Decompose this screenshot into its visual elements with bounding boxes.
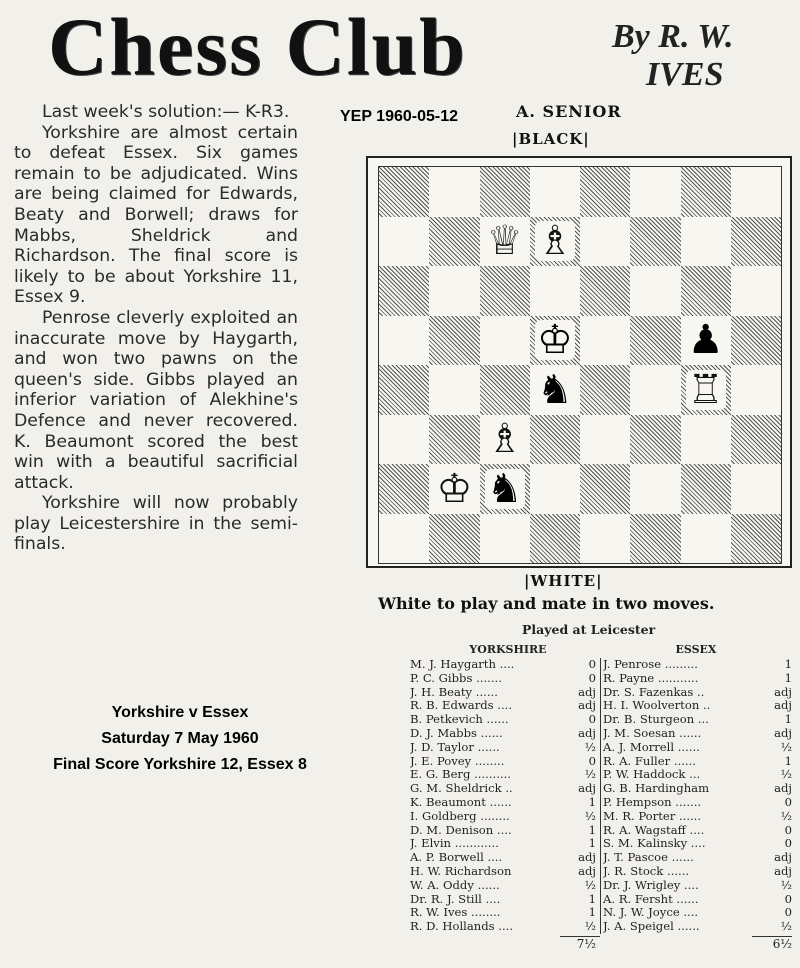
- square-b8: [429, 167, 479, 217]
- home-player-cell: [410, 824, 600, 838]
- away-player-score: 1: [784, 712, 792, 727]
- square-f3: [630, 415, 680, 465]
- problem-title: A. SENIOR: [516, 102, 622, 121]
- square-f7: [630, 217, 680, 267]
- square-h3: [731, 415, 781, 465]
- square-e1: [580, 514, 630, 564]
- home-player-name: E. G. Berg ..........: [410, 768, 511, 782]
- away-player-cell: [600, 686, 792, 700]
- square-f5: [630, 316, 680, 366]
- home-player-score: adj: [578, 863, 596, 878]
- table-row: [410, 865, 792, 879]
- white-piece-b2: ♔: [436, 465, 473, 512]
- home-player-score: 0: [588, 753, 596, 768]
- home-player-score: adj: [578, 725, 596, 740]
- away-team-header: ESSEX: [675, 643, 717, 656]
- home-player-cell: [410, 851, 600, 865]
- home-total: 7½: [560, 936, 600, 951]
- away-player-score: adj: [774, 863, 792, 878]
- square-b3: [429, 415, 479, 465]
- away-player-score: adj: [774, 781, 792, 796]
- away-player-name: R. Payne ...........: [603, 671, 699, 685]
- square-e5: [580, 316, 630, 366]
- home-player-score: adj: [578, 850, 596, 865]
- away-player-name: Dr. S. Fazenkas ..: [603, 685, 705, 699]
- home-player-name: K. Beaumont ......: [410, 795, 512, 809]
- square-a3: [379, 415, 429, 465]
- away-player-name: A. J. Morrell ......: [603, 740, 700, 754]
- home-player-cell: [410, 713, 600, 727]
- home-player-score: adj: [578, 684, 596, 699]
- home-player-cell: [410, 699, 600, 713]
- away-player-score: 1: [784, 657, 792, 671]
- home-player-name: I. Goldberg ........: [410, 809, 510, 823]
- article-paragraph: Yorkshire will now probably play Leicestershire in the semi-finals.: [14, 493, 298, 555]
- home-player-cell: [410, 796, 600, 810]
- article-paragraph: Last week's solution:— K-R3.: [42, 102, 290, 122]
- byline: [612, 18, 792, 94]
- home-player-name: Dr. R. J. Still ....: [410, 892, 501, 906]
- away-player-score: 0: [784, 794, 792, 809]
- away-player-score: ½: [780, 877, 792, 892]
- home-player-name: J. Elvin ............: [410, 837, 499, 851]
- match-title: Yorkshire v Essex: [111, 704, 249, 721]
- square-d8: [530, 167, 580, 217]
- table-row: [410, 796, 792, 810]
- square-h6: [731, 266, 781, 316]
- table-row: [410, 741, 792, 755]
- square-h7: [731, 217, 781, 267]
- home-player-cell: [410, 672, 600, 686]
- home-player-cell: [410, 658, 600, 672]
- away-player-cell: [600, 727, 792, 741]
- away-player-cell: [600, 906, 792, 920]
- black-piece-d5: ♔: [536, 317, 573, 364]
- away-player-name: P. Hempson .......: [603, 795, 702, 809]
- away-player-score: adj: [774, 850, 792, 865]
- square-e2: [580, 464, 630, 514]
- square-g6: [681, 266, 731, 316]
- square-f1: [630, 514, 680, 564]
- square-e3: [580, 415, 630, 465]
- home-player-score: adj: [578, 698, 596, 713]
- home-player-cell: [410, 906, 600, 920]
- table-row: [410, 810, 792, 824]
- away-player-name: H. I. Woolverton ..: [603, 699, 711, 713]
- square-c3: [480, 415, 530, 465]
- away-player-name: M. R. Porter ......: [603, 809, 702, 823]
- away-player-cell: [600, 741, 792, 755]
- away-player-cell: [600, 672, 792, 686]
- away-player-cell: [600, 851, 792, 865]
- square-c8: [480, 167, 530, 217]
- away-player-score: 0: [784, 905, 792, 920]
- square-b4: [429, 365, 479, 415]
- black-piece-d4: ♞: [536, 366, 573, 413]
- square-h1: [731, 514, 781, 564]
- home-player-score: 1: [588, 836, 596, 851]
- away-player-cell: [600, 920, 792, 934]
- square-a2: [379, 464, 429, 514]
- away-player-cell: [600, 713, 792, 727]
- match-summary: [20, 700, 340, 778]
- away-player-cell: [600, 879, 792, 893]
- away-player-name: N. J. W. Joyce ....: [603, 906, 699, 920]
- away-player-cell: [600, 658, 792, 672]
- home-player-score: ½: [584, 877, 596, 892]
- square-b2: [429, 464, 479, 514]
- away-player-name: J. R. Stock ......: [603, 864, 690, 878]
- square-c4: [480, 365, 530, 415]
- home-player-name: B. Petkevich ......: [410, 713, 509, 727]
- home-player-name: G. M. Sheldrick ..: [410, 782, 513, 796]
- square-e4: [580, 365, 630, 415]
- square-d4: [530, 365, 580, 415]
- article-paragraph: Yorkshire are almost certain to defeat Essex. Six games remain to be adjudicated. Wins are being claimed for Edwards, Beaty and Borwell; draws for Mabbs, Sheldrick and Richardson. The final score is likely to be about Yorkshire 11, Essex 9.: [14, 122, 298, 308]
- home-player-cell: [410, 741, 600, 755]
- square-b6: [429, 266, 479, 316]
- home-player-name: R. D. Hollands ....: [410, 920, 514, 934]
- away-player-name: R. A. Wagstaff ....: [603, 823, 705, 837]
- square-f4: [630, 365, 680, 415]
- home-player-score: 1: [588, 794, 596, 809]
- byline-line-1: By R. W.: [612, 18, 734, 55]
- square-c1: [480, 514, 530, 564]
- home-player-score: 1: [588, 822, 596, 837]
- white-label: |WHITE|: [524, 572, 603, 590]
- away-player-cell: [600, 893, 792, 907]
- square-a4: [379, 365, 429, 415]
- home-player-score: 1: [588, 891, 596, 906]
- home-player-score: 1: [588, 905, 596, 920]
- home-player-cell: [410, 893, 600, 907]
- article-paragraph: Penrose cleverly exploited an inaccurate move by Haygarth, and won two pawns on the queen's side. Gibbs played an inferior variation of Alekhine's Defence and never recovered. K. Beaumont scored the best win with a beautiful sacrificial attack.: [14, 307, 298, 493]
- home-player-name: M. J. Haygarth ....: [410, 658, 515, 671]
- table-row: [410, 893, 792, 907]
- away-player-name: J. T. Pascoe ......: [603, 851, 694, 865]
- home-player-cell: [410, 727, 600, 741]
- home-player-score: 0: [588, 657, 596, 671]
- away-player-cell: [600, 755, 792, 769]
- home-player-name: W. A. Oddy ......: [410, 878, 500, 892]
- home-player-score: ½: [584, 919, 596, 934]
- home-player-cell: [410, 782, 600, 796]
- home-player-score: ½: [584, 767, 596, 782]
- black-label: |BLACK|: [512, 130, 590, 148]
- away-player-cell: [600, 865, 792, 879]
- away-player-cell: [600, 796, 792, 810]
- home-player-name: R. B. Edwards ....: [410, 699, 513, 713]
- problem-stipulation: White to play and mate in two moves.: [378, 594, 715, 613]
- square-c6: [480, 266, 530, 316]
- square-g7: [681, 217, 731, 267]
- away-player-score: adj: [774, 684, 792, 699]
- away-player-name: Dr. B. Sturgeon ...: [603, 713, 709, 727]
- square-h5: [731, 316, 781, 366]
- away-player-name: Dr. J. Wrigley ....: [603, 878, 699, 892]
- results-totals: [410, 936, 792, 951]
- square-g4: [681, 365, 731, 415]
- away-player-cell: [600, 837, 792, 851]
- away-player-score: ½: [780, 919, 792, 934]
- table-row: [410, 768, 792, 782]
- away-player-score: ½: [780, 739, 792, 754]
- home-player-cell: [410, 837, 600, 851]
- away-player-score: ½: [780, 767, 792, 782]
- home-player-cell: [410, 920, 600, 934]
- home-player-cell: [410, 755, 600, 769]
- table-row: [410, 672, 792, 686]
- home-player-name: D. M. Denison ....: [410, 823, 512, 837]
- square-f2: [630, 464, 680, 514]
- away-player-score: 1: [784, 753, 792, 768]
- table-row: [410, 686, 792, 700]
- square-c2: [480, 464, 530, 514]
- square-g8: [681, 167, 731, 217]
- match-venue: Played at Leicester: [522, 622, 656, 637]
- home-player-cell: [410, 879, 600, 893]
- home-player-score: adj: [578, 781, 596, 796]
- home-player-name: J. E. Povey ........: [410, 754, 505, 768]
- away-player-name: J. M. Soesan ......: [603, 726, 702, 740]
- square-c5: [480, 316, 530, 366]
- square-g1: [681, 514, 731, 564]
- home-player-cell: [410, 810, 600, 824]
- square-f6: [630, 266, 680, 316]
- away-player-name: S. M. Kalinsky ....: [603, 837, 706, 851]
- away-player-name: J. A. Speigel ......: [603, 920, 700, 934]
- away-player-cell: [600, 699, 792, 713]
- table-row: [410, 713, 792, 727]
- square-b5: [429, 316, 479, 366]
- home-player-score: ½: [584, 808, 596, 823]
- table-row: [410, 699, 792, 713]
- square-a7: [379, 217, 429, 267]
- table-row: [410, 879, 792, 893]
- results-rows: [410, 658, 792, 934]
- archive-annotation: YEP 1960-05-12: [340, 108, 459, 125]
- home-player-cell: [410, 865, 600, 879]
- away-player-score: adj: [774, 698, 792, 713]
- article-column: [14, 102, 298, 555]
- square-b1: [429, 514, 479, 564]
- away-player-score: adj: [774, 725, 792, 740]
- results-table: [410, 642, 792, 934]
- away-player-score: ½: [780, 808, 792, 823]
- match-final-score: Final Score Yorkshire 12, Essex 8: [53, 756, 307, 773]
- square-g3: [681, 415, 731, 465]
- chess-diagram: [366, 156, 792, 568]
- square-a6: [379, 266, 429, 316]
- square-d7: [530, 217, 580, 267]
- match-date: Saturday 7 May 1960: [101, 730, 259, 747]
- square-h4: [731, 365, 781, 415]
- table-row: [410, 906, 792, 920]
- results-header: [410, 642, 792, 658]
- square-d1: [530, 514, 580, 564]
- home-player-score: 0: [588, 670, 596, 685]
- square-h2: [731, 464, 781, 514]
- square-f8: [630, 167, 680, 217]
- table-row: [410, 658, 792, 672]
- chess-board: [378, 166, 782, 564]
- square-c7: [480, 217, 530, 267]
- table-row: [410, 851, 792, 865]
- white-piece-c3: ♗: [486, 416, 523, 463]
- table-row: [410, 920, 792, 934]
- away-player-cell: [600, 810, 792, 824]
- away-player-cell: [600, 782, 792, 796]
- table-row: [410, 755, 792, 769]
- away-player-score: 0: [784, 836, 792, 851]
- black-piece-c2: ♞: [486, 465, 523, 512]
- masthead-title: Chess Club: [48, 1, 467, 92]
- away-player-score: 0: [784, 891, 792, 906]
- away-player-score: 0: [784, 822, 792, 837]
- black-piece-g5: ♟: [687, 317, 724, 364]
- white-piece-d7: ♗: [536, 218, 573, 265]
- table-row: [410, 782, 792, 796]
- home-player-name: D. J. Mabbs ......: [410, 726, 503, 740]
- table-row: [410, 727, 792, 741]
- home-player-name: J. D. Taylor ......: [410, 740, 500, 754]
- byline-line-2: IVES: [646, 56, 724, 93]
- square-d3: [530, 415, 580, 465]
- away-player-name: R. A. Fuller ......: [603, 754, 696, 768]
- away-player-cell: [600, 824, 792, 838]
- away-player-name: G. B. Hardingham: [603, 782, 710, 796]
- square-h8: [731, 167, 781, 217]
- home-player-score: ½: [584, 739, 596, 754]
- away-player-name: P. W. Haddock ...: [603, 768, 701, 782]
- square-e7: [580, 217, 630, 267]
- away-player-cell: [600, 768, 792, 782]
- square-g5: [681, 316, 731, 366]
- home-player-score: 0: [588, 712, 596, 727]
- away-player-name: J. Penrose .........: [603, 658, 698, 671]
- away-player-score: 1: [784, 670, 792, 685]
- away-total: 6½: [752, 936, 792, 951]
- home-player-name: P. C. Gibbs .......: [410, 671, 502, 685]
- square-d2: [530, 464, 580, 514]
- square-a5: [379, 316, 429, 366]
- square-g2: [681, 464, 731, 514]
- home-player-name: J. H. Beaty ......: [410, 685, 498, 699]
- table-row: [410, 837, 792, 851]
- home-team-header: YORKSHIRE: [469, 643, 547, 656]
- square-d6: [530, 266, 580, 316]
- square-d5: [530, 316, 580, 366]
- home-player-cell: [410, 686, 600, 700]
- home-player-name: H. W. Richardson: [410, 864, 512, 878]
- square-b7: [429, 217, 479, 267]
- home-player-name: A. P. Borwell ....: [410, 851, 503, 865]
- square-e8: [580, 167, 630, 217]
- home-player-cell: [410, 768, 600, 782]
- white-piece-c7: ♕: [486, 218, 523, 265]
- square-a8: [379, 167, 429, 217]
- square-e6: [580, 266, 630, 316]
- table-row: [410, 824, 792, 838]
- white-piece-g4: ♖: [687, 366, 724, 413]
- home-player-name: R. W. Ives ........: [410, 906, 501, 920]
- away-player-name: A. R. Fersht ......: [603, 892, 699, 906]
- square-a1: [379, 514, 429, 564]
